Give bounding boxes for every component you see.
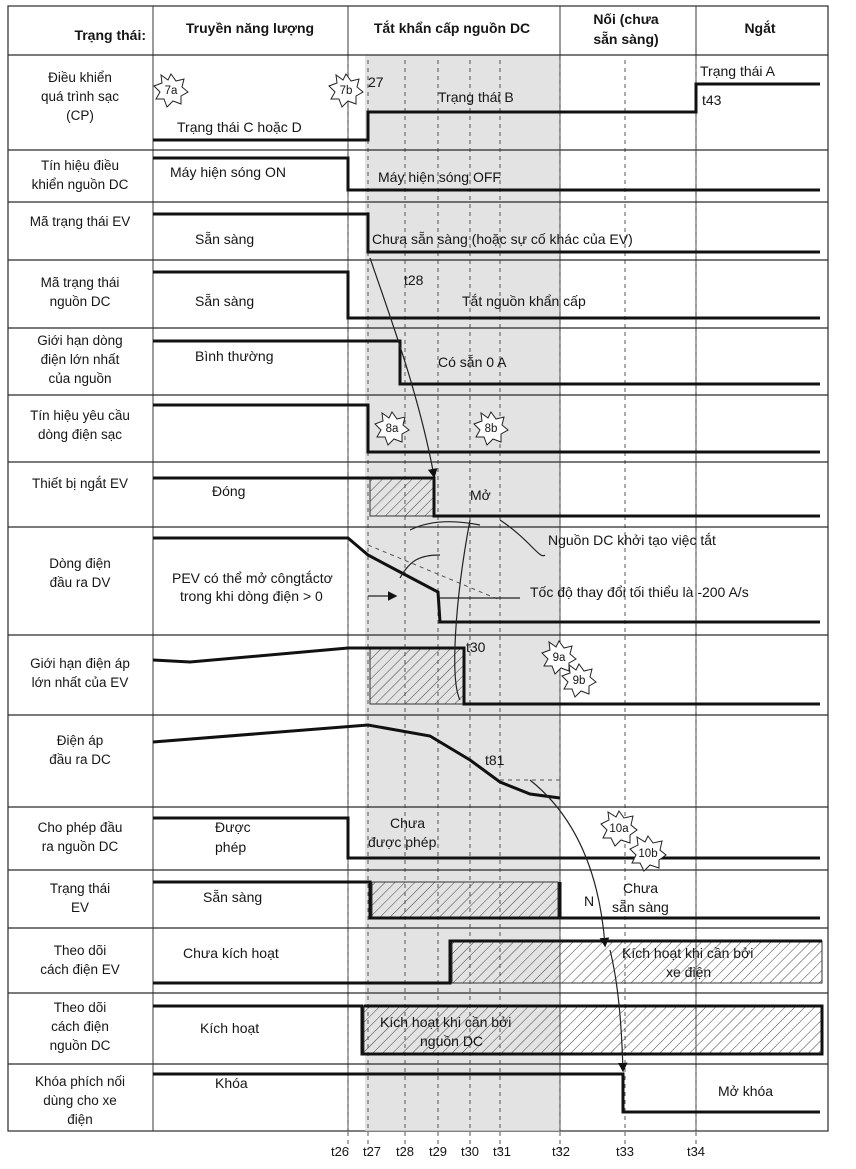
lock-locked: Khóa: [215, 1075, 248, 1091]
svg-text:7b: 7b: [339, 85, 353, 97]
row-label-lock: Khóa phích nối dùng cho xe điện: [34, 1074, 126, 1127]
svg-text:8b: 8b: [484, 423, 498, 435]
svg-text:8a: 8a: [385, 423, 399, 435]
dc-status-emergency: Tắt nguồn khẩn cấp: [462, 293, 586, 309]
header-state-label: Trạng thái:: [74, 27, 146, 43]
enable-not-allowed-l1: Chưa: [390, 815, 426, 831]
iso-ev-active-l2: xe điện: [666, 964, 712, 980]
enable-allowed-l2: phép: [215, 839, 247, 855]
dc-ctrl-on: Máy hiện sóng ON: [170, 164, 286, 180]
dc-ctrl-off: Máy hiện sóng OFF: [378, 169, 501, 185]
row-label-vout: Điện áp đầu ra DC: [49, 733, 111, 767]
dc-status-t28: t28: [404, 272, 424, 288]
time-axis: [331, 1144, 705, 1159]
vout-t31: t81: [485, 752, 505, 768]
tick-t30: t30: [460, 1144, 480, 1159]
header-phase-connected-l1: Nối (chưa: [593, 11, 659, 27]
row-label-dc-status: Mã trạng thái nguồn DC: [40, 275, 120, 309]
row-label-cp: Điều khiển quá trình sạc (CP): [40, 70, 120, 123]
row-label-enable: Cho phép đầu ra nguồn DC: [37, 820, 123, 854]
row-label-ev-disconnect: Thiết bị ngắt EV: [31, 476, 129, 491]
tick-t27: t27: [362, 1144, 382, 1159]
row-label-dc-ctrl: Tín hiệu điều khiển nguồn DC: [31, 158, 129, 192]
iso-ev-active-l1: Kích hoạt khi cần bởi: [622, 945, 754, 961]
ev-disc-closed: Đóng: [212, 483, 246, 499]
dc-status-ready: Sẵn sàng: [195, 293, 255, 309]
enable-not-allowed-l2: được phép: [368, 834, 437, 850]
row-label-iso-dc: Theo dõi cách điện nguồn DC: [49, 1000, 111, 1053]
svg-text:10b: 10b: [638, 848, 658, 860]
tick-t33: t33: [615, 1144, 635, 1159]
vmax-hatch: [370, 648, 464, 704]
vmax-t30: t30: [466, 639, 486, 655]
badge-7a: [154, 74, 188, 107]
tick-t29: t29: [428, 1144, 448, 1159]
ev-state-n: N: [584, 893, 595, 909]
ev-state-not-ready-l2: sẵn sàng: [612, 899, 669, 915]
row-label-iout: Dòng điện đầu ra DV: [49, 556, 111, 590]
tick-t26: t26: [330, 1144, 350, 1159]
tick-t32: t32: [551, 1144, 571, 1159]
imax-0a: Có sẵn 0 A: [438, 354, 507, 370]
ev-state-not-ready-l1: Chưa: [623, 880, 659, 896]
ev-state-ready: Sẵn sàng: [203, 889, 263, 905]
row-label-ev-status: Mã trạng thái EV: [29, 214, 131, 229]
iout-pev-l1: PEV có thể mở côngtắctơ: [172, 570, 333, 586]
svg-text:9a: 9a: [552, 652, 566, 664]
lock-unlocked: Mở khóa: [718, 1083, 774, 1099]
tick-t34: t34: [686, 1144, 706, 1159]
cp-state-b: Trạng thái B: [438, 89, 514, 105]
header-phase-disconnect: Ngắt: [744, 20, 776, 36]
imax-normal: Bình thường: [195, 348, 274, 364]
header-phase-energy: Truyền năng lượng: [185, 20, 315, 36]
cp-t43: t43: [702, 92, 722, 108]
row-labels: [30, 70, 131, 1127]
tick-t31: t31: [492, 1144, 512, 1159]
cp-t27: 27: [368, 74, 384, 90]
ev-status-not-ready: Chưa sẵn sàng (hoặc sự cố khác của EV): [372, 231, 633, 247]
cp-state-cd: Trạng thái C hoặc D: [177, 119, 302, 135]
header-phase-emergency: Tắt khẩn cấp nguồn DC: [373, 20, 531, 36]
header-phase-connected-l2: sẵn sàng): [593, 31, 659, 47]
iso-dc-active-l2: nguồn DC: [420, 1033, 484, 1049]
ev-state-hatch: [372, 882, 558, 918]
iout-min-rate: Tốc độ thay đổi tối thiểu là -200 A/s: [530, 584, 749, 600]
row-label-imax: Giới hạn dòng điện lớn nhất của nguồn: [37, 333, 123, 386]
iso-dc-active: Kích hoạt: [200, 1020, 260, 1036]
row-label-vmax: Giới hạn điện áp lớn nhất của EV: [30, 656, 130, 690]
badge-10a: [601, 811, 637, 846]
svg-text:7a: 7a: [164, 85, 178, 97]
iout-pev-l2: trong khi dòng điện > 0: [180, 588, 323, 604]
row-label-ev-state: Trạng thái EV: [49, 881, 111, 915]
badge-7b: [329, 74, 363, 107]
iso-ev-not-active: Chưa kích hoạt: [183, 945, 279, 961]
ev-disc-open: Mở: [470, 487, 491, 503]
tick-t28: t28: [395, 1144, 415, 1159]
ev-status-ready: Sẵn sàng: [195, 231, 255, 247]
cp-state-a: Trạng thái A: [700, 63, 775, 79]
ev-disconnect-hatch: [370, 478, 434, 516]
badge-10b: [630, 836, 666, 871]
iout-dc-init: Nguồn DC khởi tạo việc tắt: [548, 532, 716, 548]
row-label-request: Tín hiệu yêu cầu dòng điện sạc: [30, 408, 130, 442]
svg-text:10a: 10a: [609, 823, 629, 835]
svg-text:9b: 9b: [572, 675, 586, 687]
enable-allowed-l1: Được: [215, 819, 251, 835]
iso-dc-active-l1: Kích hoạt khi cần bởi: [380, 1014, 512, 1030]
row-label-iso-ev: Theo dõi cách điện EV: [40, 943, 120, 977]
